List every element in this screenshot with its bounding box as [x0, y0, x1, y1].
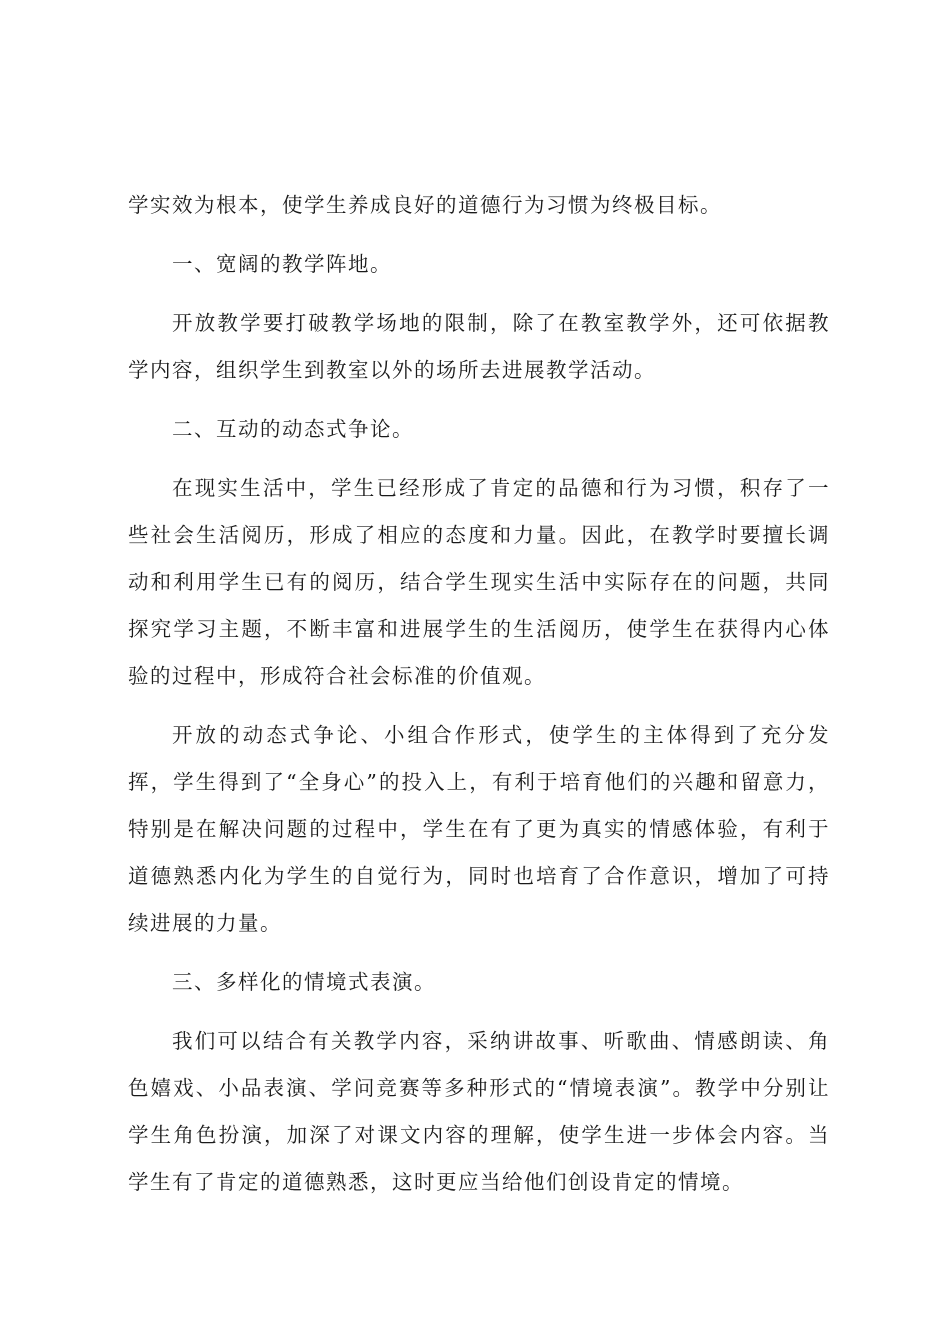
- paragraph-real-life: 在现实生活中，学生已经形成了肯定的品德和行为习惯，积存了一些社会生活阅历，形成了相应的态度和力量。因此，在教学时要擅长调动和利用学生已有的阅历，结合学生现实生活中实际存在的问题，共同探究学习主题，不断丰富和进展学生的生活阅历，使学生在获得内心体验的过程中，形成符合社会标准的价值观。: [128, 476, 830, 688]
- section-heading-1: 一、宽阔的教学阵地。: [172, 252, 392, 276]
- paragraph-dynamic-discussion: 开放的动态式争论、小组合作形式，使学生的主体得到了充分发挥，学生得到了“全身心”的投入上，有利于培育他们的兴趣和留意力，特别是在解决问题的过程中，学生在有了更为真实的情感体验，有利于道德熟悉内化为学生的自觉行为，同时也培育了合作意识，增加了可持续进展的力量。: [128, 723, 830, 935]
- section-heading-2: 二、互动的动态式争论。: [172, 417, 414, 441]
- paragraph-open-teaching: 开放教学要打破教学场地的限制，除了在教室教学外，还可依据教学内容，组织学生到教室以外的场所去进展教学活动。: [128, 311, 830, 382]
- paragraph-situational-performance: 我们可以结合有关教学内容，采纳讲故事、听歌曲、情感朗读、角色嬉戏、小品表演、学问竞赛等多种形式的“情境表演”。教学中分别让学生角色扮演，加深了对课文内容的理解，使学生进一步体会内容。当学生有了肯定的道德熟悉，这时更应当给他们创设肯定的情境。: [128, 1029, 830, 1194]
- paragraph-continuation: 学实效为根本，使学生养成良好的道德行为习惯为终极目标。: [128, 193, 722, 217]
- document-page: [128, 182, 830, 1206]
- section-heading-3: 三、多样化的情境式表演。: [172, 970, 436, 994]
